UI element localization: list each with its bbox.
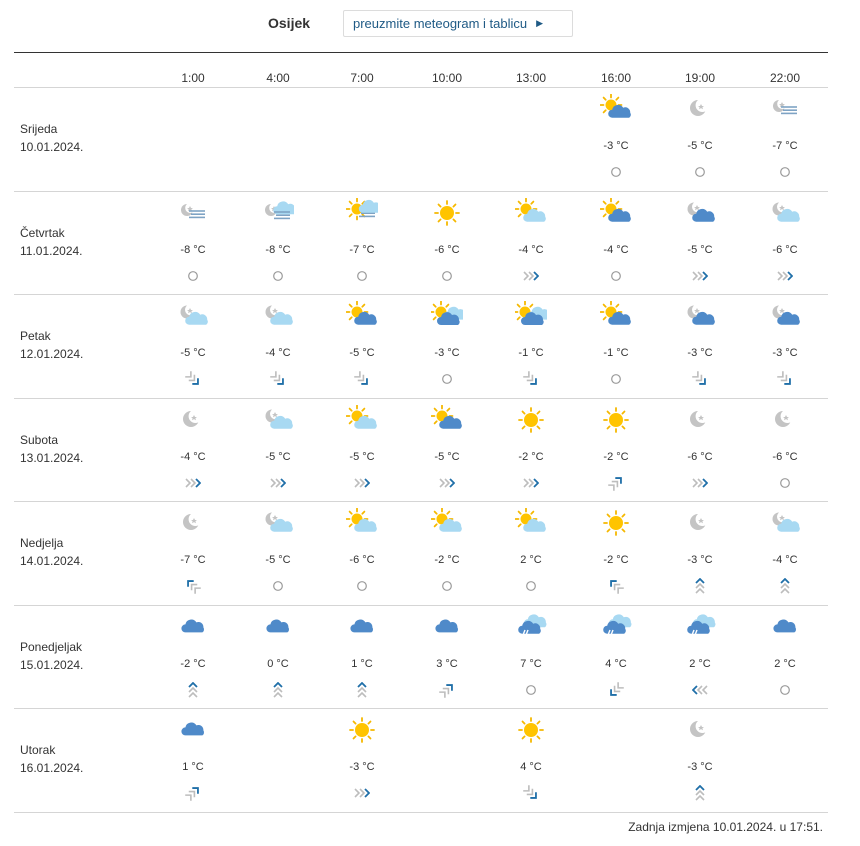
moon-cloud-icon xyxy=(684,198,716,228)
temperature: -7 °C xyxy=(180,554,206,566)
hour-label: 1:00 xyxy=(181,71,205,85)
city-name: Osijek xyxy=(268,15,311,31)
sun-twocloud-icon xyxy=(515,301,547,331)
wind-e-icon xyxy=(777,268,793,284)
wind-n-icon xyxy=(777,578,793,594)
temperature: -8 °C xyxy=(180,243,206,256)
forecast-cell xyxy=(412,399,482,502)
moon-icon xyxy=(684,715,716,745)
day-label xyxy=(20,431,83,467)
forecast-cell xyxy=(665,399,735,502)
forecast-cell xyxy=(581,295,651,398)
forecast-cell xyxy=(412,502,482,605)
forecast-cell xyxy=(327,295,397,398)
temperature: -3 °C xyxy=(434,347,460,359)
forecast-cell xyxy=(665,709,735,812)
day-name: Srijeda xyxy=(20,122,58,136)
temperature: -3 °C xyxy=(687,347,713,359)
day-date: 14.01.2024. xyxy=(20,554,84,568)
wind-se-icon xyxy=(185,371,201,387)
wind-se-icon xyxy=(523,371,539,387)
wind-n-icon xyxy=(692,578,708,594)
temperature: -5 °C xyxy=(434,450,460,463)
wind-se-icon xyxy=(523,785,539,801)
sun-lightcloud-icon xyxy=(346,405,378,435)
temperature: -5 °C xyxy=(349,347,375,359)
wind-e-icon xyxy=(354,475,370,491)
forecast-cell xyxy=(243,606,313,709)
hour-label: 7:00 xyxy=(350,71,374,85)
temperature: -6 °C xyxy=(434,243,460,256)
hour-label: 13:00 xyxy=(515,71,547,85)
day-label xyxy=(20,741,83,777)
wind-calm-icon xyxy=(608,164,624,180)
wind-calm-icon xyxy=(608,371,624,387)
wind-n-icon xyxy=(185,682,201,698)
day-label xyxy=(20,534,83,570)
forecast-cell xyxy=(581,399,651,502)
forecast-cell xyxy=(243,192,313,295)
wind-calm-icon xyxy=(354,268,370,284)
wind-e-icon xyxy=(185,475,201,491)
moon-lightcloud-icon xyxy=(769,198,801,228)
hour-label: 22:00 xyxy=(769,71,801,85)
forecast-cell xyxy=(665,295,735,398)
wind-calm-icon xyxy=(523,578,539,594)
wind-calm-icon xyxy=(354,578,370,594)
wind-e-icon xyxy=(692,475,708,491)
sun-icon xyxy=(600,405,632,435)
wind-nw-icon xyxy=(185,578,201,594)
wind-e-icon xyxy=(439,475,455,491)
wind-calm-icon xyxy=(185,268,201,284)
temperature: -5 °C xyxy=(687,140,713,152)
temperature: 3 °C xyxy=(436,657,458,670)
temperature: -2 °C xyxy=(434,554,460,566)
wind-nw-icon xyxy=(608,578,624,594)
wind-e-icon xyxy=(523,475,539,491)
page-header xyxy=(0,0,860,52)
wind-calm-icon xyxy=(270,578,286,594)
cloud-icon xyxy=(769,612,801,642)
sun-lightcloud-icon xyxy=(515,198,547,228)
moon-lightcloud-icon xyxy=(177,301,209,331)
wind-ne-icon xyxy=(185,785,201,801)
sun-cloud-icon xyxy=(346,301,378,331)
day-date: 10.01.2024. xyxy=(20,140,84,154)
sun-lightcloud-icon xyxy=(431,508,463,538)
forecast-cell xyxy=(750,88,820,191)
wind-se-icon xyxy=(354,371,370,387)
temperature: -6 °C xyxy=(772,243,798,256)
wind-sw-icon xyxy=(608,682,624,698)
temperature: -5 °C xyxy=(349,450,375,463)
moon-icon xyxy=(684,405,716,435)
day-name: Ponedjeljak xyxy=(20,639,83,654)
wind-se-icon xyxy=(692,371,708,387)
sun-icon xyxy=(600,508,632,538)
cloud-icon xyxy=(177,612,209,642)
forecast-cell xyxy=(243,295,313,398)
wind-e-icon xyxy=(354,785,370,801)
download-meteogram-button[interactable] xyxy=(343,10,573,37)
day-label xyxy=(20,638,83,674)
day-row xyxy=(14,606,828,710)
sun-cloud-icon xyxy=(600,198,632,228)
temperature: 2 °C xyxy=(520,554,542,566)
wind-n-icon xyxy=(354,682,370,698)
hour-label: 16:00 xyxy=(600,71,632,85)
wind-calm-icon xyxy=(777,475,793,491)
day-row xyxy=(14,399,828,503)
sun-twocloud-icon xyxy=(431,301,463,331)
temperature: -1 °C xyxy=(603,347,629,359)
day-name: Nedjelja xyxy=(20,536,64,550)
forecast-cell xyxy=(412,606,482,709)
day-date: 13.01.2024. xyxy=(20,450,84,465)
sun-icon xyxy=(346,715,378,745)
moon-icon xyxy=(177,405,209,435)
forecast-cell xyxy=(665,88,735,191)
last-update-text: Zadnja izmjena 10.01.2024. u 17:51. xyxy=(628,820,823,834)
sun-lightcloud-icon xyxy=(346,508,378,538)
forecast-cell xyxy=(327,606,397,709)
forecast-cell xyxy=(665,192,735,295)
cloud-icon xyxy=(346,612,378,642)
day-date: 12.01.2024. xyxy=(20,347,84,361)
temperature: -3 °C xyxy=(687,554,713,566)
forecast-cell xyxy=(581,192,651,295)
day-name: Subota xyxy=(20,432,59,447)
forecast-cell xyxy=(243,399,313,502)
temperature: -6 °C xyxy=(772,450,798,463)
cloud-icon xyxy=(177,715,209,745)
temperature: -4 °C xyxy=(265,347,291,359)
moon-fog-icon xyxy=(177,198,209,228)
temperature: 7 °C xyxy=(520,657,542,670)
day-name: Četvrtak xyxy=(20,225,65,240)
sun-cloud-icon xyxy=(600,94,632,124)
moon-fog-icon xyxy=(769,94,801,124)
forecast-cell xyxy=(496,295,566,398)
temperature: -4 °C xyxy=(518,243,544,256)
moon-icon xyxy=(684,508,716,538)
forecast-table xyxy=(14,52,828,813)
day-row xyxy=(14,192,828,296)
moon-lightcloud-icon xyxy=(262,508,294,538)
temperature: 2 °C xyxy=(689,657,711,670)
temperature: 2 °C xyxy=(774,657,796,670)
sun-icon xyxy=(515,715,547,745)
wind-ne-icon xyxy=(608,475,624,491)
forecast-cell xyxy=(412,192,482,295)
cloud-icon xyxy=(431,612,463,642)
sun-cloud-icon xyxy=(431,405,463,435)
day-row xyxy=(14,88,828,192)
moon-icon xyxy=(177,508,209,538)
wind-n-icon xyxy=(692,785,708,801)
wind-e-icon xyxy=(523,268,539,284)
forecast-cell xyxy=(158,502,228,605)
wind-se-icon xyxy=(777,371,793,387)
sun-fog-icon xyxy=(346,198,378,228)
day-label xyxy=(20,120,83,156)
day-date: 16.01.2024. xyxy=(20,761,84,775)
temperature: -2 °C xyxy=(180,657,206,670)
hour-label: 10:00 xyxy=(431,71,463,85)
temperature: -2 °C xyxy=(603,450,629,463)
hour-label: 19:00 xyxy=(684,71,716,85)
sun-icon xyxy=(431,198,463,228)
wind-se-icon xyxy=(270,371,286,387)
temperature: -2 °C xyxy=(518,450,544,463)
hours-header-row xyxy=(14,53,828,88)
wind-w-icon xyxy=(692,682,708,698)
forecast-cell xyxy=(581,88,651,191)
day-name: Petak xyxy=(20,329,51,343)
wind-e-icon xyxy=(270,475,286,491)
forecast-cell xyxy=(158,399,228,502)
temperature: -5 °C xyxy=(265,450,291,463)
forecast-cell xyxy=(158,709,228,812)
temperature: -6 °C xyxy=(349,554,375,566)
wind-calm-icon xyxy=(777,682,793,698)
day-row xyxy=(14,502,828,606)
hour-label: 4:00 xyxy=(266,71,290,85)
sun-cloud-icon xyxy=(600,301,632,331)
wind-calm-icon xyxy=(270,268,286,284)
download-button-label: preuzmite meteogram i tablicu xyxy=(353,16,528,31)
moon-lightcloud-icon xyxy=(262,405,294,435)
forecast-cell xyxy=(750,399,820,502)
forecast-cell xyxy=(750,295,820,398)
temperature: -5 °C xyxy=(687,243,713,256)
wind-calm-icon xyxy=(439,268,455,284)
moon-lightcloud-icon xyxy=(262,301,294,331)
wind-calm-icon xyxy=(523,682,539,698)
day-date: 15.01.2024. xyxy=(20,657,84,672)
day-label xyxy=(20,327,83,363)
day-date: 11.01.2024. xyxy=(20,243,83,258)
temperature: -7 °C xyxy=(772,140,798,152)
forecast-cell xyxy=(496,606,566,709)
temperature: -3 °C xyxy=(772,347,798,359)
temperature: 1 °C xyxy=(351,657,373,670)
forecast-cell xyxy=(496,192,566,295)
temperature: -4 °C xyxy=(603,243,629,256)
forecast-cell xyxy=(327,192,397,295)
temperature: -8 °C xyxy=(265,243,291,256)
forecast-cell xyxy=(243,502,313,605)
day-row xyxy=(14,709,828,813)
temperature: 4 °C xyxy=(520,761,542,773)
forecast-cell xyxy=(750,606,820,709)
forecast-cell xyxy=(665,606,735,709)
temperature: -6 °C xyxy=(687,450,713,463)
cloud-icon xyxy=(262,612,294,642)
wind-calm-icon xyxy=(777,164,793,180)
temperature: -1 °C xyxy=(518,347,544,359)
wind-calm-icon xyxy=(439,371,455,387)
temperature: -7 °C xyxy=(349,243,375,256)
rain-cloud-icon xyxy=(600,612,632,642)
forecast-cell xyxy=(581,502,651,605)
wind-ne-icon xyxy=(439,682,455,698)
temperature: -3 °C xyxy=(687,761,713,773)
forecast-cell xyxy=(327,502,397,605)
sun-icon xyxy=(515,405,547,435)
forecast-cell xyxy=(581,606,651,709)
moon-cloud-icon xyxy=(769,301,801,331)
rain-cloud-icon xyxy=(515,612,547,642)
temperature: -4 °C xyxy=(772,554,798,566)
wind-e-icon xyxy=(692,268,708,284)
moon-cloud-icon xyxy=(684,301,716,331)
day-label xyxy=(20,224,83,260)
moon-icon xyxy=(684,94,716,124)
forecast-cell xyxy=(158,606,228,709)
forecast-cell xyxy=(750,192,820,295)
rain-cloud-icon xyxy=(684,612,716,642)
wind-n-icon xyxy=(270,682,286,698)
temperature: -2 °C xyxy=(603,554,629,566)
temperature: -4 °C xyxy=(180,450,206,463)
temperature: -5 °C xyxy=(265,554,291,566)
forecast-cell xyxy=(412,295,482,398)
forecast-cell xyxy=(496,709,566,812)
day-row xyxy=(14,295,828,399)
forecast-cell xyxy=(158,295,228,398)
forecast-cell xyxy=(496,399,566,502)
forecast-cell xyxy=(750,502,820,605)
temperature: -3 °C xyxy=(603,140,629,152)
day-name: Utorak xyxy=(20,743,56,757)
temperature: 1 °C xyxy=(182,761,204,773)
triangle-right-icon: ▶ xyxy=(536,18,544,28)
wind-calm-icon xyxy=(608,268,624,284)
temperature: 4 °C xyxy=(605,657,627,670)
wind-calm-icon xyxy=(692,164,708,180)
forecast-cell xyxy=(327,709,397,812)
moon-fog-cloud-icon xyxy=(262,198,294,228)
forecast-cell xyxy=(496,502,566,605)
temperature: 0 °C xyxy=(267,657,289,670)
moon-lightcloud-icon xyxy=(769,508,801,538)
temperature: -5 °C xyxy=(180,347,206,359)
wind-calm-icon xyxy=(439,578,455,594)
moon-icon xyxy=(769,405,801,435)
forecast-cell xyxy=(665,502,735,605)
temperature: -3 °C xyxy=(349,761,375,773)
sun-lightcloud-icon xyxy=(515,508,547,538)
forecast-cell xyxy=(158,192,228,295)
forecast-cell xyxy=(327,399,397,502)
